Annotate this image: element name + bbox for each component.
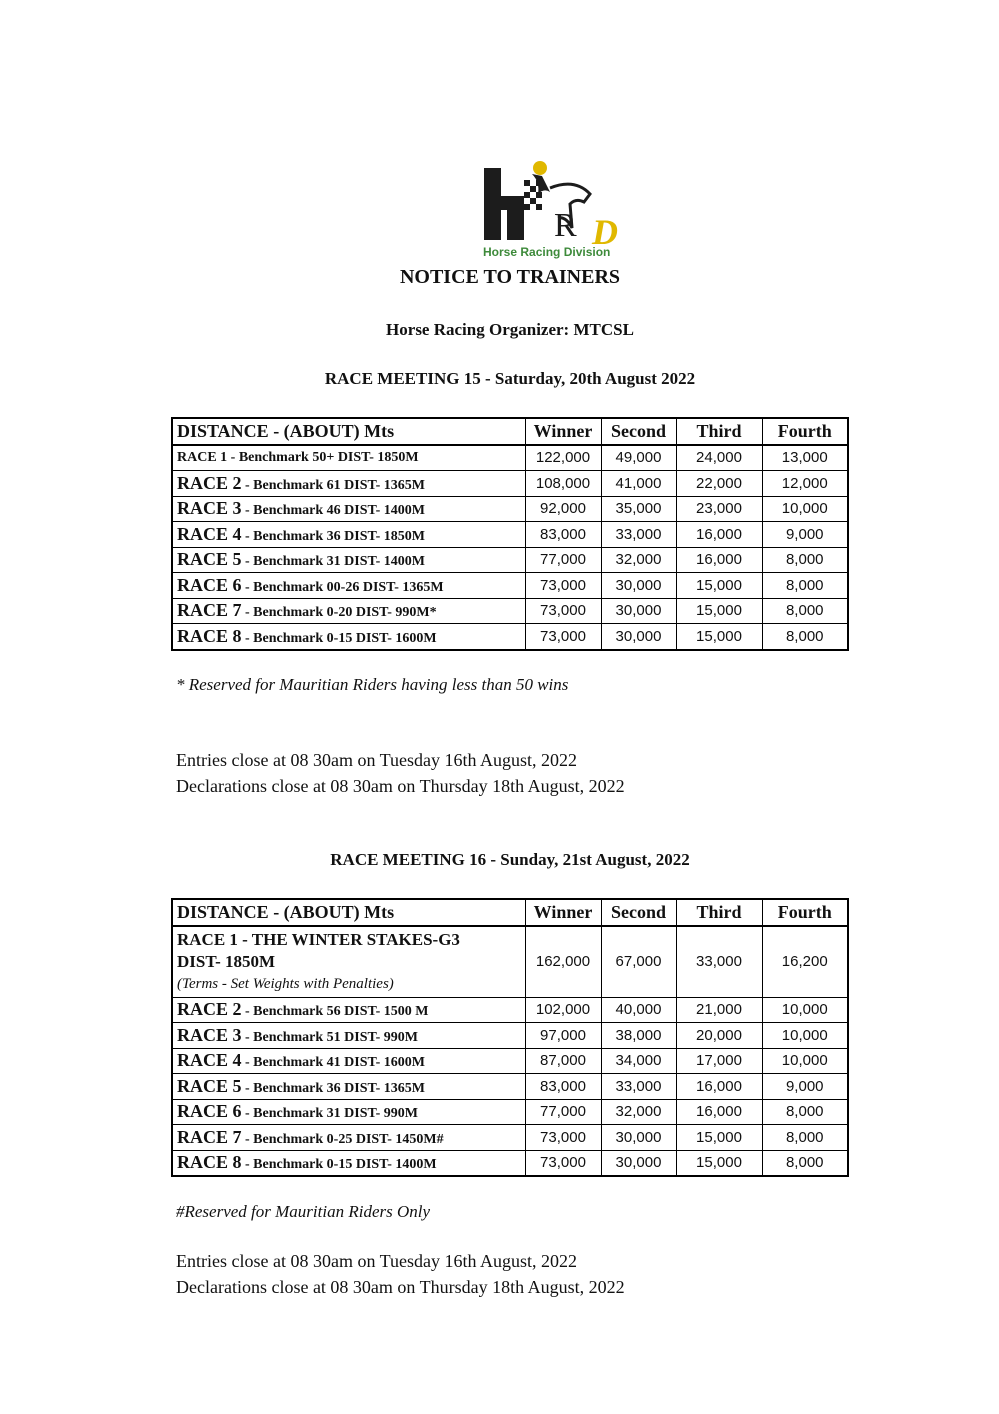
second-cell: 40,000 [601, 997, 676, 1023]
second-cell: 32,000 [601, 547, 676, 573]
table-row [172, 1125, 848, 1151]
race-number: RACE 2 [177, 472, 242, 493]
meeting-16-note: #Reserved for Mauritian Riders Only [176, 1202, 431, 1221]
second-cell: 32,000 [601, 1099, 676, 1125]
second-cell: 49,000 [601, 445, 676, 471]
race-cell [172, 547, 525, 573]
fourth-cell: 10,000 [762, 997, 848, 1023]
svg-text:R: R [554, 207, 577, 244]
third-cell: 21,000 [676, 997, 762, 1023]
third-cell: 15,000 [676, 1150, 762, 1176]
svg-text:D: D [592, 212, 618, 252]
race-desc: - Benchmark 31 DIST- 990M [241, 1106, 418, 1122]
fourth-cell: 8,000 [762, 1150, 848, 1176]
table-row [172, 598, 848, 624]
race-cell [172, 1099, 525, 1125]
race-desc: - Benchmark 41 DIST- 1600M [241, 1055, 425, 1071]
winner-cell: 77,000 [525, 1099, 601, 1125]
third-cell: 22,000 [676, 471, 762, 497]
table-row [172, 547, 848, 573]
race-desc: - Benchmark 00-26 DIST- 1365M [241, 579, 444, 595]
third-cell: 16,000 [676, 547, 762, 573]
race-1-terms: (Terms - Set Weights with Penalties) [177, 975, 394, 992]
race-cell [172, 624, 525, 650]
col-header-fourth: Fourth [762, 418, 848, 445]
winner-cell: 162,000 [525, 926, 601, 998]
table-row [172, 1023, 848, 1049]
winner-cell: 122,000 [525, 445, 601, 471]
fourth-cell: 8,000 [762, 598, 848, 624]
race-cell [172, 997, 525, 1023]
winner-cell: 92,000 [525, 496, 601, 522]
second-cell: 30,000 [601, 1150, 676, 1176]
race-number: RACE 4 [177, 1050, 242, 1071]
race-cell [172, 1150, 525, 1176]
race-cell [172, 1023, 525, 1049]
race-cell [172, 445, 525, 471]
table-row [172, 522, 848, 548]
winner-cell: 73,000 [525, 573, 601, 599]
second-cell: 30,000 [601, 573, 676, 599]
race-number: RACE 6 [177, 574, 242, 595]
table-row [172, 1099, 848, 1125]
fourth-cell: 8,000 [762, 1099, 848, 1125]
winner-cell: 73,000 [525, 624, 601, 650]
winner-cell: 73,000 [525, 1125, 601, 1151]
second-cell: 67,000 [601, 926, 676, 998]
third-cell: 15,000 [676, 598, 762, 624]
third-cell: 23,000 [676, 496, 762, 522]
race-desc: - Benchmark 51 DIST- 990M [241, 1029, 418, 1045]
winner-cell: 97,000 [525, 1023, 601, 1049]
table-row [172, 445, 848, 471]
table-header-row [172, 899, 848, 926]
col-header-distance: DISTANCE - (ABOUT) Mts [172, 899, 525, 926]
race-cell [172, 573, 525, 599]
third-cell: 16,000 [676, 522, 762, 548]
meeting-16-entries: Entries close at 08 30am on Tuesday 16th August, 2022 [176, 1251, 577, 1271]
table-header-row [172, 418, 848, 445]
second-cell: 35,000 [601, 496, 676, 522]
fourth-cell: 13,000 [762, 445, 848, 471]
fourth-cell: 8,000 [762, 1125, 848, 1151]
fourth-cell: 10,000 [762, 496, 848, 522]
table-row [172, 573, 848, 599]
fourth-cell: 10,000 [762, 1048, 848, 1074]
race-number: RACE 4 [177, 523, 242, 544]
table-row [172, 926, 848, 998]
col-header-winner: Winner [525, 418, 601, 445]
race-desc: - Benchmark 46 DIST- 1400M [241, 503, 425, 519]
fourth-cell: 8,000 [762, 624, 848, 650]
winner-cell: 83,000 [525, 522, 601, 548]
race-number: RACE 5 [177, 1075, 242, 1096]
race-desc: - Benchmark 0-25 DIST- 1450M# [241, 1131, 444, 1147]
race-cell [172, 598, 525, 624]
fourth-cell: 10,000 [762, 1023, 848, 1049]
meeting-16-table [171, 898, 849, 1177]
race-desc: Benchmark 50+ DIST- 1850M [238, 450, 419, 466]
race-1-distance: DIST- 1850M [177, 951, 276, 971]
race-number: RACE 6 [177, 1101, 242, 1122]
race-cell [172, 496, 525, 522]
organizer-line: Horse Racing Organizer: MTCSL [386, 320, 634, 339]
race-number: RACE 3 [177, 1024, 242, 1045]
meeting-15-title: RACE MEETING 15 - Saturday, 20th August 2022 [324, 369, 696, 388]
second-cell: 33,000 [601, 522, 676, 548]
table-row [172, 471, 848, 497]
third-cell: 15,000 [676, 573, 762, 599]
winner-cell: 73,000 [525, 1150, 601, 1176]
meeting-15-entries: Entries close at 08 30am on Tuesday 16th August, 2022 [176, 750, 577, 770]
winner-cell: 83,000 [525, 1074, 601, 1100]
second-cell: 34,000 [601, 1048, 676, 1074]
fourth-cell: 16,200 [762, 926, 848, 998]
race-number: RACE 8 [177, 1152, 242, 1173]
race-desc: - Benchmark 56 DIST- 1500 M [241, 1004, 429, 1020]
winner-cell: 73,000 [525, 598, 601, 624]
third-cell: 24,000 [676, 445, 762, 471]
second-cell: 33,000 [601, 1074, 676, 1100]
meeting-15-declarations: Declarations close at 08 30am on Thursday 18th August, 2022 [176, 776, 625, 796]
third-cell: 20,000 [676, 1023, 762, 1049]
meeting-15-note: * Reserved for Mauritian Riders having less than 50 wins [176, 675, 569, 694]
race-desc: - Benchmark 0-20 DIST- 990M* [241, 605, 437, 621]
race-cell [172, 926, 525, 998]
third-cell: 15,000 [676, 624, 762, 650]
race-cell [172, 1048, 525, 1074]
third-cell: 15,000 [676, 1125, 762, 1151]
race-cell [172, 471, 525, 497]
col-header-third: Third [676, 418, 762, 445]
second-cell: 30,000 [601, 624, 676, 650]
col-header-third: Third [676, 899, 762, 926]
race-1-title: RACE 1 - THE WINTER STAKES-G3 [177, 929, 460, 949]
race-desc: - Benchmark 0-15 DIST- 1600M [241, 630, 437, 646]
winner-cell: 87,000 [525, 1048, 601, 1074]
race-number: RACE 5 [177, 549, 242, 570]
table-row [172, 496, 848, 522]
fourth-cell: 8,000 [762, 573, 848, 599]
race-number: RACE 3 [177, 498, 242, 519]
table-row [172, 1074, 848, 1100]
col-header-second: Second [601, 418, 676, 445]
fourth-cell: 12,000 [762, 471, 848, 497]
winner-cell: 77,000 [525, 547, 601, 573]
race-cell [172, 522, 525, 548]
race-cell [172, 1074, 525, 1100]
fourth-cell: 9,000 [762, 1074, 848, 1100]
logo-text: Horse Racing Division [483, 245, 611, 259]
race-number: RACE 2 [177, 999, 242, 1020]
race-desc: - Benchmark 61 DIST- 1365M [241, 477, 425, 493]
third-cell: 33,000 [676, 926, 762, 998]
winner-cell: 108,000 [525, 471, 601, 497]
third-cell: 17,000 [676, 1048, 762, 1074]
race-desc: - Benchmark 31 DIST- 1400M [241, 554, 425, 570]
meeting-15-table [171, 417, 849, 651]
third-cell: 16,000 [676, 1074, 762, 1100]
col-header-distance: DISTANCE - (ABOUT) Mts [172, 418, 525, 445]
race-cell [172, 1125, 525, 1151]
race-number: RACE 8 [177, 625, 242, 646]
table-row [172, 1048, 848, 1074]
second-cell: 41,000 [601, 471, 676, 497]
race-desc: - Benchmark 36 DIST- 1850M [241, 528, 425, 544]
third-cell: 16,000 [676, 1099, 762, 1125]
winner-cell: 102,000 [525, 997, 601, 1023]
second-cell: 30,000 [601, 598, 676, 624]
table-row [172, 624, 848, 650]
race-desc: - Benchmark 36 DIST- 1365M [241, 1080, 425, 1096]
meeting-16-title: RACE MEETING 16 - Sunday, 21st August, 2022 [330, 850, 690, 869]
fourth-cell: 8,000 [762, 547, 848, 573]
table-row [172, 997, 848, 1023]
race-desc: - Benchmark 0-15 DIST- 1400M [241, 1157, 437, 1173]
notice-title: NOTICE TO TRAINERS [399, 266, 621, 288]
race-number: RACE 1 - [177, 450, 239, 466]
second-cell: 38,000 [601, 1023, 676, 1049]
second-cell: 30,000 [601, 1125, 676, 1151]
meeting-16-declarations: Declarations close at 08 30am on Thursday 18th August, 2022 [176, 1277, 625, 1297]
col-header-second: Second [601, 899, 676, 926]
col-header-winner: Winner [525, 899, 601, 926]
fourth-cell: 9,000 [762, 522, 848, 548]
col-header-fourth: Fourth [762, 899, 848, 926]
race-number: RACE 7 [177, 600, 242, 621]
table-row [172, 1150, 848, 1176]
race-number: RACE 7 [177, 1126, 242, 1147]
